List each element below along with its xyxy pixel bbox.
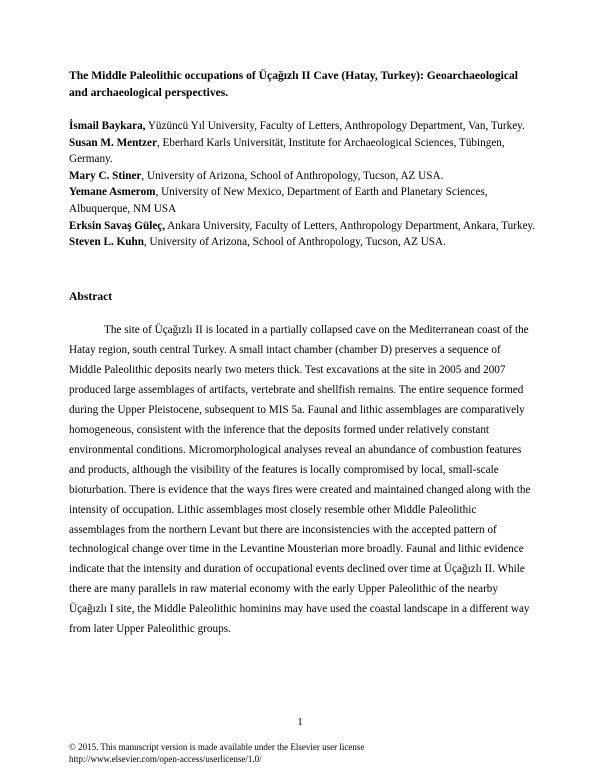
abstract-body: The site of Üçağızlı II is located in a partially collapsed cave on the Mediterranean coast of the Hatay region, south central Turkey. A small intact chamber (chamber D) preserves a sequence of Middle Paleolithic deposits nearly two meters thick. Test excavations at the site in 2005 and 2007 produced large assemblages of artifacts, vertebrate and shellfish remains. The entire sequence formed during the Upper Pleistocene, subsequent to MIS 5a. Faunal and lithic assemblages are comparatively homogeneous, consistent with the inference that the deposits formed under relatively constant environmental conditions. Micromorphological analyses reveal an abundance of combustion features and products, although the visibility of the features is locally compromised by local, small-scale bioturbation. There is evidence that the ways fires were created and maintained changed along with the intensity of occupation. Lithic assemblages most closely resemble other Middle Paleolithic assemblages from the northern Levant but there are inconsistencies with the accepted pattern of technological change over time in the Levantine Mousterian more broadly. Faunal and lithic evidence indicate that the intensity and duration of occupational events declined over time at Üçağızlı II. While there are many parallels in raw material economy with the early Upper Paleolithic of the nearby Üçağızlı I site, the Middle Paleolithic hominins may have used the coastal landscape in a different way from later Upper Paleolithic groups. (69, 324, 531, 636)
author-entry (69, 118, 539, 135)
abstract-heading: Abstract (69, 290, 113, 303)
author-name: İsmail Baykara, (69, 120, 146, 132)
author-affiliation: , University of Arizona, School of Anthropology, Tucson, AZ USA. (143, 236, 446, 249)
author-affiliation: , University of New Mexico, Department of Earth and Planetary Sciences, Albuquerque, NM USA (69, 186, 488, 215)
author-entry (69, 234, 539, 251)
author-name: Erksin Savaş Güleç, (69, 219, 166, 232)
author-affiliation: Yüzüncü Yıl University, Faculty of Letters, Anthropology Department, Van, Turkey. (145, 120, 525, 132)
author-affiliation: , Eberhard Karls Universität, Institute for Archaeological Sciences, Tübingen, Germany. (69, 136, 505, 166)
author-name: Steven L. Kuhn (69, 236, 144, 249)
author-entry (69, 135, 539, 168)
author-entry (69, 218, 539, 235)
author-entry (69, 184, 539, 217)
page-number: 1 (297, 716, 303, 728)
author-name: Mary C. Stiner (69, 169, 142, 182)
author-name: Yemane Asmerom (69, 186, 156, 199)
license-url[interactable]: http://www.elsevier.com/open-access/userlicense/1.0/ (69, 754, 262, 764)
author-name: Susan M. Mentzer (69, 136, 157, 149)
license-footer (69, 741, 549, 765)
author-affiliation: Ankara University, Faculty of Letters, Anthropology Department, Ankara, Turkey. (165, 219, 536, 232)
author-affiliation: , University of Arizona, School of Anthropology, Tucson, AZ USA. (141, 169, 444, 182)
author-list (69, 118, 539, 251)
author-entry (69, 168, 539, 185)
paper-title: The Middle Paleolithic occupations of Üçağızlı II Cave (Hatay, Turkey): Geoarchaeological and archaeological perspectives. (69, 69, 519, 99)
license-text: © 2015. This manuscript version is made available under the Elsevier user license (69, 742, 365, 752)
